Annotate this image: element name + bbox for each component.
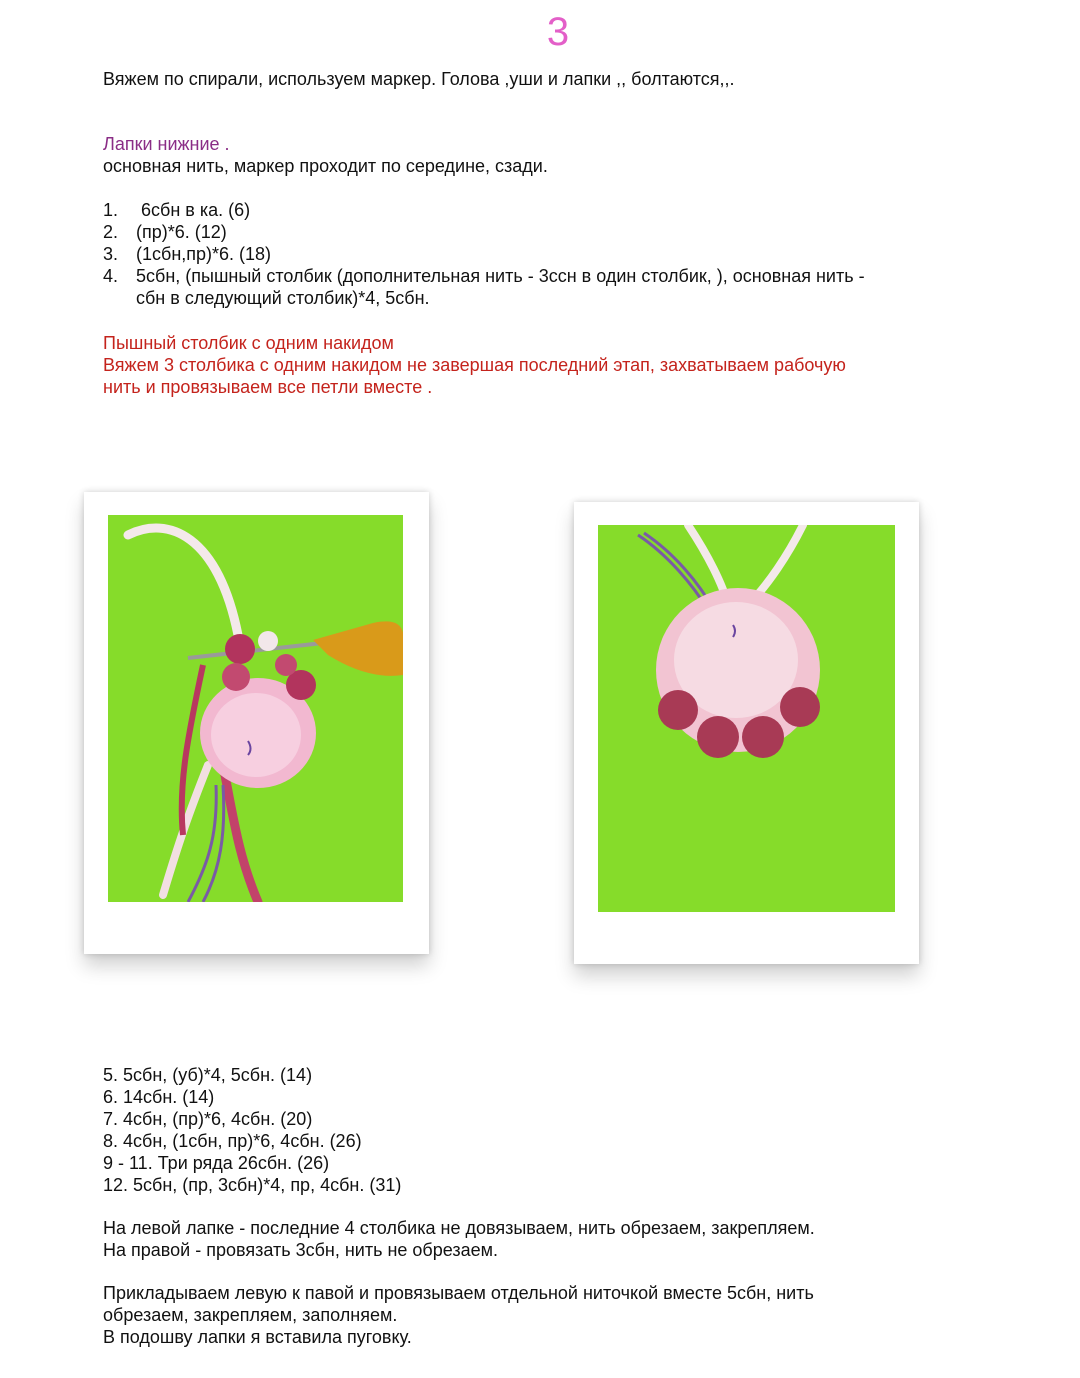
photo-2 bbox=[598, 525, 895, 912]
paragraph-line: На левой лапке - последние 4 столбика не довязываем, нить обрезаем, закрепляем. bbox=[103, 1218, 815, 1238]
list-item: 12. 5сбн, (пр, 3сбн)*4, пр, 4сбн. (31) bbox=[103, 1175, 402, 1195]
list-item bbox=[103, 199, 865, 221]
paragraph-line: обрезаем, закрепляем, заполняем. bbox=[103, 1305, 398, 1325]
paragraph-line: Прикладываем левую к павой и провязываем отдельной ниточкой вместе 5сбн, нить bbox=[103, 1283, 814, 1303]
list-item: 6. 14сбн. (14) bbox=[103, 1087, 215, 1107]
paragraph-line: На правой - провязать 3сбн, нить не обрезаем. bbox=[103, 1240, 498, 1260]
note-line-1: Вяжем 3 столбика с одним накидом не завершая последний этап, захватываем рабочую bbox=[103, 355, 846, 375]
list-item bbox=[103, 243, 865, 265]
list-item-text: 6сбн в ка. (6) bbox=[136, 200, 251, 220]
list-item-text: (пр)*6. (12) bbox=[136, 222, 227, 242]
photo-2-frame bbox=[574, 502, 919, 964]
list-item-text: 5сбн, (пышный столбик (дополнительная нить - 3ссн в один столбик, ), основная нить - bbox=[136, 266, 865, 286]
section-subtitle: основная нить, маркер проходит по середине, сзади. bbox=[103, 156, 548, 176]
list-item: 8. 4сбн, (1сбн, пр)*6, 4сбн. (26) bbox=[103, 1131, 362, 1151]
list-item-number: 1. bbox=[103, 200, 119, 220]
paragraph-2 bbox=[103, 1282, 814, 1348]
steps-list-2 bbox=[103, 1064, 401, 1196]
list-item bbox=[103, 221, 865, 243]
paragraph-1 bbox=[103, 1217, 815, 1261]
crochet-paw-in-progress-image bbox=[108, 515, 403, 902]
note-line-2: нить и провязываем все петли вместе . bbox=[103, 377, 433, 397]
section-title: Лапки нижние . bbox=[103, 134, 230, 154]
steps-list-1 bbox=[103, 199, 865, 309]
photo-1-frame bbox=[84, 492, 429, 954]
list-item-number: 3. bbox=[103, 244, 119, 264]
paragraph-line: В подошву лапки я вставила пуговку. bbox=[103, 1327, 412, 1347]
list-item: 9 - 11. Три ряда 26сбн. (26) bbox=[103, 1153, 330, 1173]
list-item bbox=[103, 265, 865, 287]
page-number: 3 bbox=[546, 10, 570, 54]
photo-1 bbox=[108, 515, 403, 902]
list-item-text: сбн в следующий столбик)*4, 5сбн. bbox=[136, 288, 430, 308]
note-title: Пышный столбик с одним накидом bbox=[103, 333, 394, 353]
list-item-number: 2. bbox=[103, 222, 119, 242]
list-item-number: 4. bbox=[103, 266, 119, 286]
list-item bbox=[103, 287, 865, 309]
list-item-text: (1сбн,пр)*6. (18) bbox=[136, 244, 272, 264]
list-item: 5. 5сбн, (уб)*4, 5сбн. (14) bbox=[103, 1065, 313, 1085]
list-item: 7. 4сбн, (пр)*6, 4сбн. (20) bbox=[103, 1109, 313, 1129]
crochet-paw-finished-image bbox=[598, 525, 895, 912]
intro-text: Вяжем по спирали, используем маркер. Голова ,уши и лапки ,, болтаются,,. bbox=[103, 69, 735, 89]
